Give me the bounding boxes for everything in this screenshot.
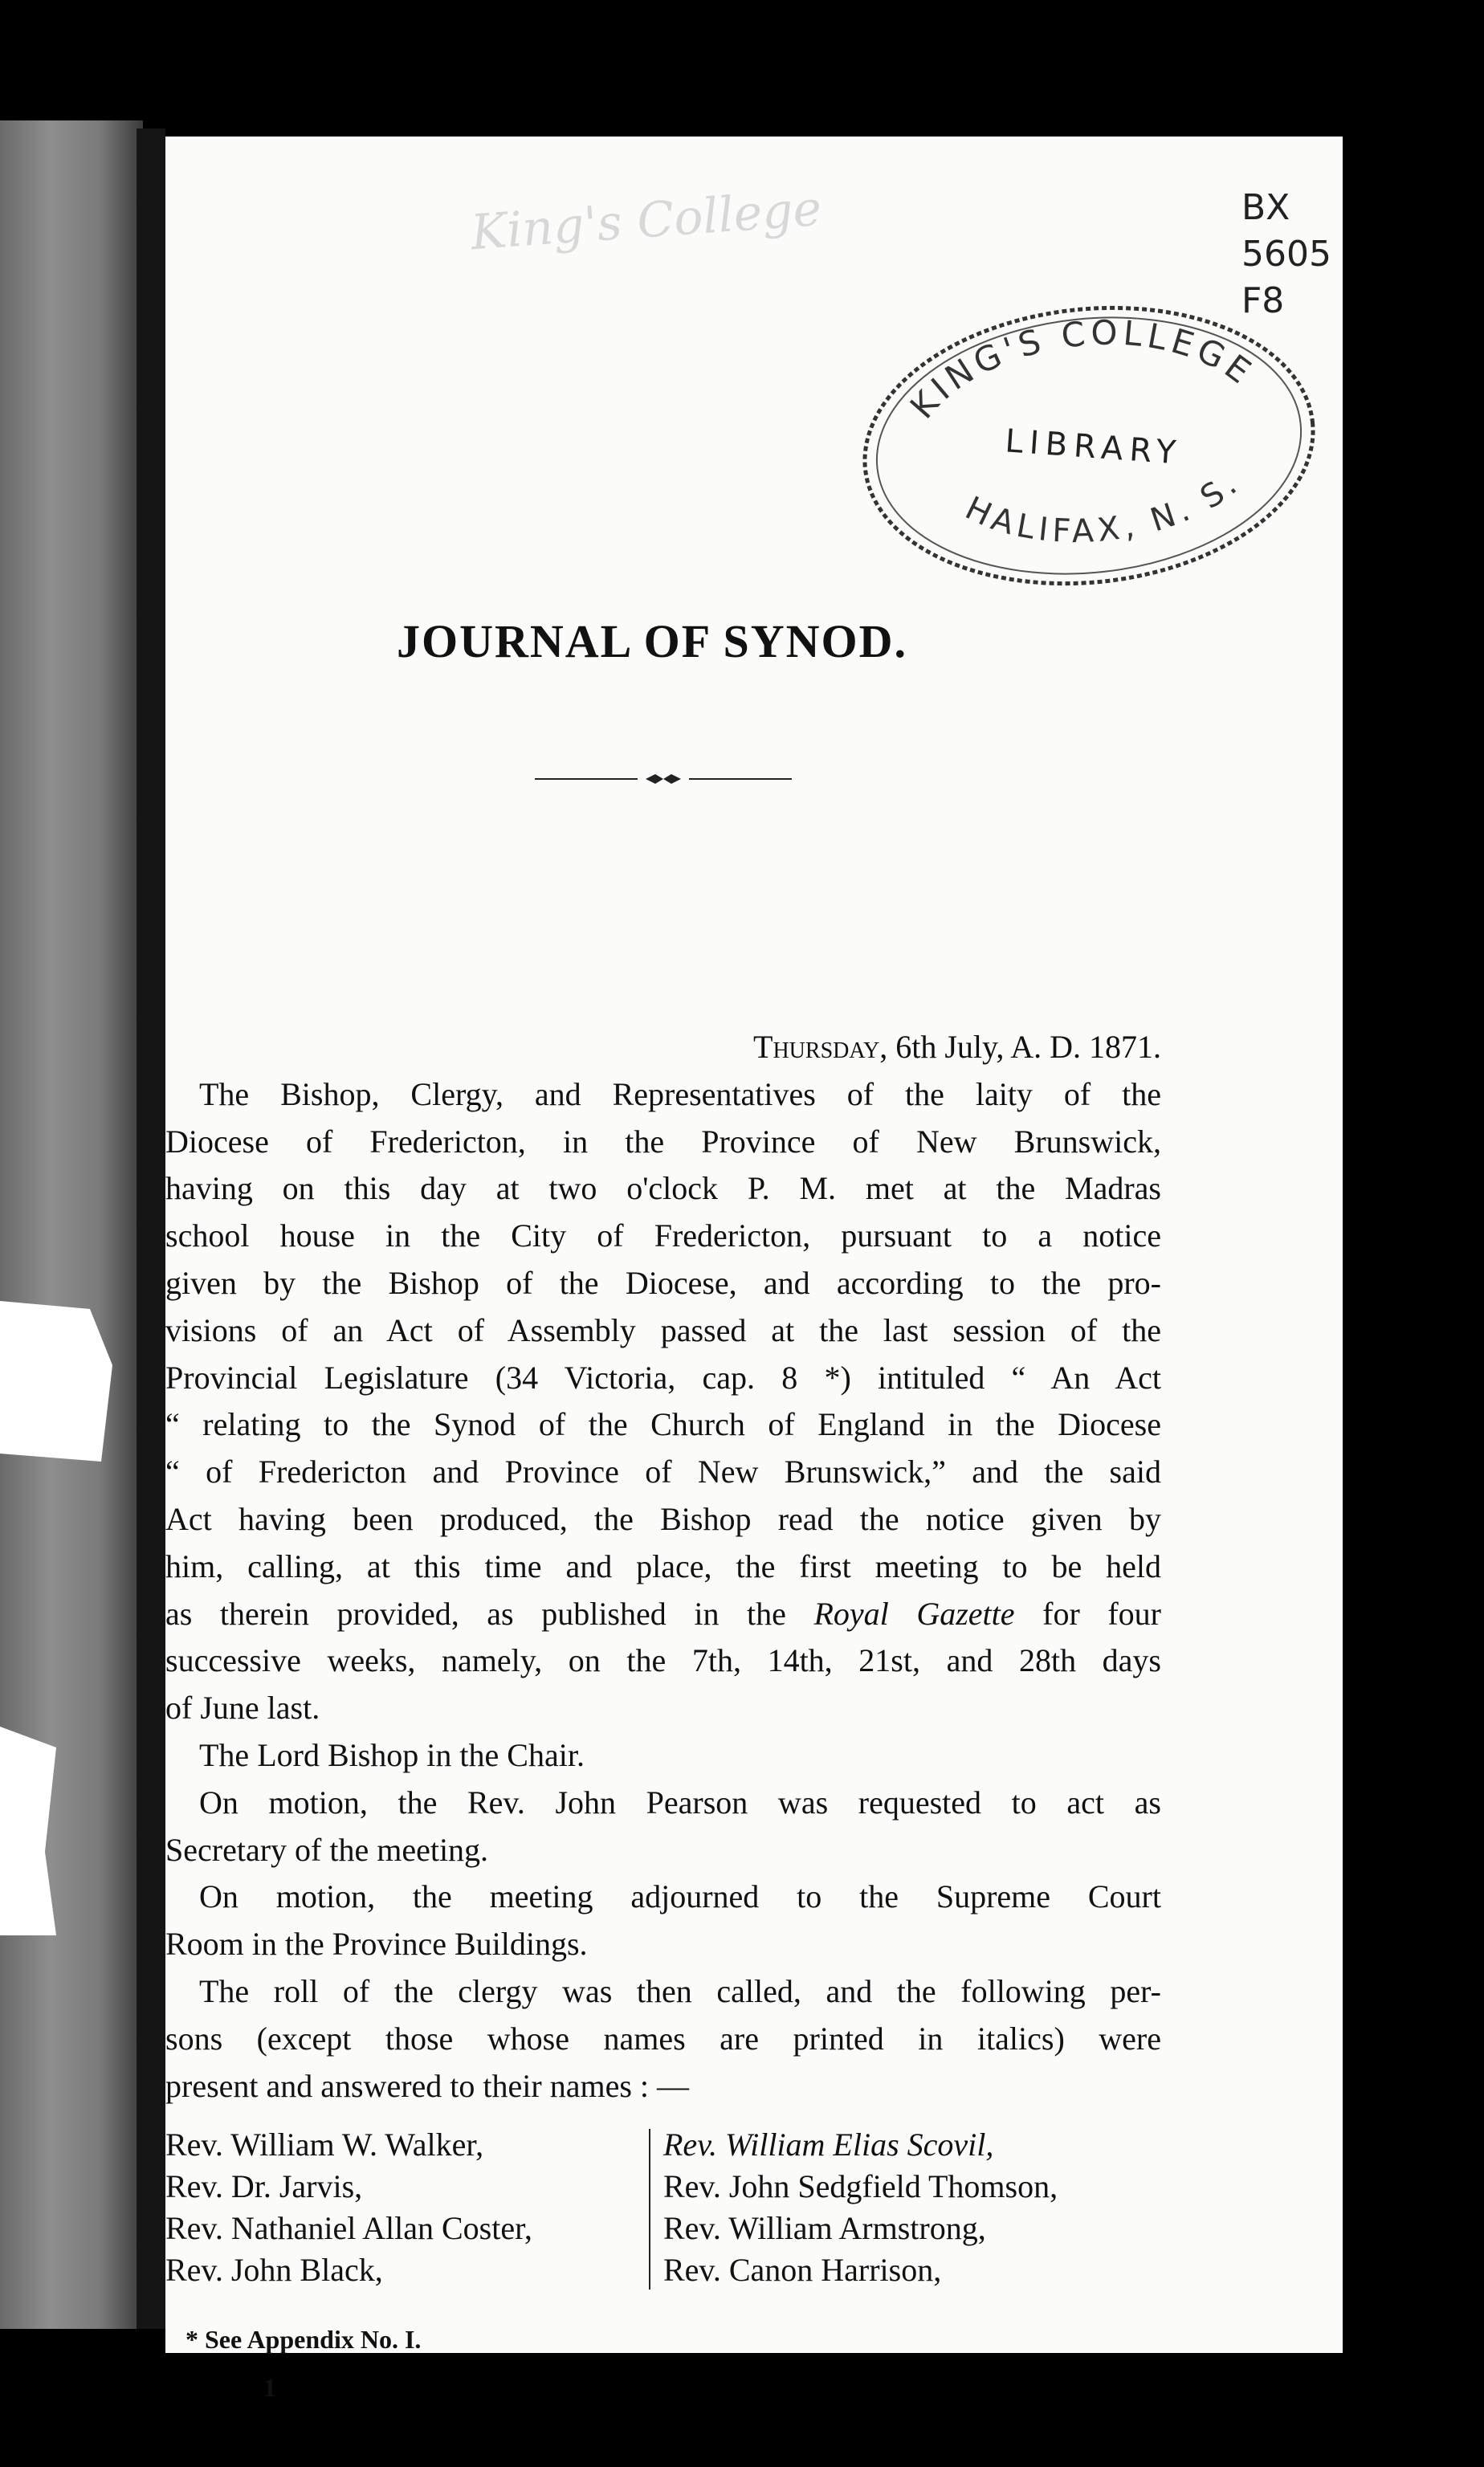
- dateline: [165, 1024, 1161, 1071]
- text-line: On motion, the meeting adjourned to the Supreme Court: [199, 1878, 1161, 1915]
- text-line: present and answered to their names : —: [165, 2067, 690, 2104]
- text-fragment: for four: [1014, 1595, 1161, 1632]
- text-line: successive weeks, namely, on the 7th, 14th, 21st, and 28th days: [165, 1642, 1161, 1679]
- ornamental-rule: [535, 771, 792, 787]
- document-page: [165, 137, 1343, 2402]
- footnote: * See Appendix No. I.: [186, 2325, 422, 2354]
- clergy-column-right: [663, 2124, 1161, 2291]
- text-line: “ of Fredericton and Province of New Brunswick,” and the said: [165, 1454, 1161, 1490]
- clergy-name: Rev. Nathaniel Allan Coster,: [165, 2210, 532, 2246]
- svg-text:HALIFAX, N. S.: [956, 462, 1252, 564]
- paragraph-roll: [165, 1968, 1161, 2110]
- column-divider: [649, 2129, 650, 2290]
- clergy-name: Rev. Canon Harrison,: [663, 2252, 942, 2288]
- body-text: [165, 1024, 1161, 2110]
- page-gutter-shadow: [137, 128, 165, 2329]
- clergy-name: Rev. Dr. Jarvis,: [165, 2168, 363, 2204]
- text-line: given by the Bishop of the Diocese, and according to the pro-: [165, 1264, 1161, 1301]
- text-line: Act having been produced, the Bishop read the notice given by: [165, 1500, 1161, 1537]
- clergy-name: Rev. William W. Walker,: [165, 2127, 484, 2163]
- text-line: visions of an Act of Assembly passed at the last session of the: [165, 1311, 1161, 1348]
- clergy-column-left: [165, 2124, 647, 2291]
- stamp-text-middle: LIBRARY: [1004, 422, 1184, 472]
- dateline-day: Thursday: [753, 1029, 880, 1065]
- text-line: “ relating to the Synod of the Church of England in the Diocese: [165, 1406, 1161, 1443]
- text-line: The roll of the clergy was then called, and the following per-: [199, 1972, 1161, 2009]
- text-line: [165, 1591, 1161, 1638]
- spine-tear: [0, 1301, 112, 1462]
- text-fragment: as therein provided, as published in the: [165, 1595, 814, 1632]
- text-line: Secretary of the meeting.: [165, 1831, 489, 1868]
- book-spine: [0, 120, 143, 2329]
- clergy-name: Rev. John Black,: [165, 2252, 383, 2288]
- paragraph-secretary: [165, 1780, 1161, 1874]
- italic-name: Rev. William Elias Scovil,: [663, 2127, 994, 2163]
- text-line: Provincial Legislature (34 Victoria, cap. 8 *) intituled “ An Act: [165, 1359, 1161, 1396]
- text-line: him, calling, at this time and place, the first meeting to be held: [165, 1547, 1161, 1584]
- text-line: of June last.: [165, 1690, 320, 1727]
- clergy-name: Rev. John Sedgfield Thomson,: [663, 2168, 1058, 2204]
- italic-gazette-title: Royal Gazette: [813, 1595, 1015, 1632]
- dateline-date: , 6th July, A. D. 1871.: [879, 1029, 1161, 1065]
- text-line: The Bishop, Clergy, and Representatives of the laity of the: [199, 1075, 1161, 1112]
- page-title: JOURNAL OF SYNOD.: [396, 615, 908, 667]
- clergy-name-absent: [663, 2124, 1161, 2166]
- paragraph-opening: [165, 1071, 1161, 1732]
- stamp-text-top: KING'S COLLEGE: [902, 312, 1262, 426]
- library-stamp: [852, 285, 1326, 598]
- paragraph-adjourn: [165, 1874, 1161, 1968]
- handwritten-note: King's College: [469, 180, 824, 262]
- text-line: having on this day at two o'clock P. M. met at the Madras: [165, 1170, 1161, 1207]
- clergy-name: Rev. William Armstrong,: [663, 2210, 986, 2246]
- svg-text:KING'S COLLEGE: [895, 296, 1265, 429]
- text-line: On motion, the Rev. John Pearson was requested to act as: [199, 1784, 1161, 1821]
- stamp-text-bottom: HALIFAX, N. S.: [959, 463, 1248, 551]
- shelf-mark-handwriting: BX 5605 F8: [1241, 187, 1331, 321]
- text-line: Diocese of Fredericton, in the Province of New Brunswick,: [165, 1123, 1161, 1160]
- paragraph-chair: The Lord Bishop in the Chair.: [199, 1736, 585, 1773]
- text-line: school house in the City of Fredericton, pursuant to a notice: [165, 1217, 1161, 1254]
- text-line: sons (except those whose names are printed in italics) were: [165, 2020, 1161, 2057]
- page-number: 1: [263, 2373, 276, 2402]
- text-line: Room in the Province Buildings.: [165, 1926, 588, 1963]
